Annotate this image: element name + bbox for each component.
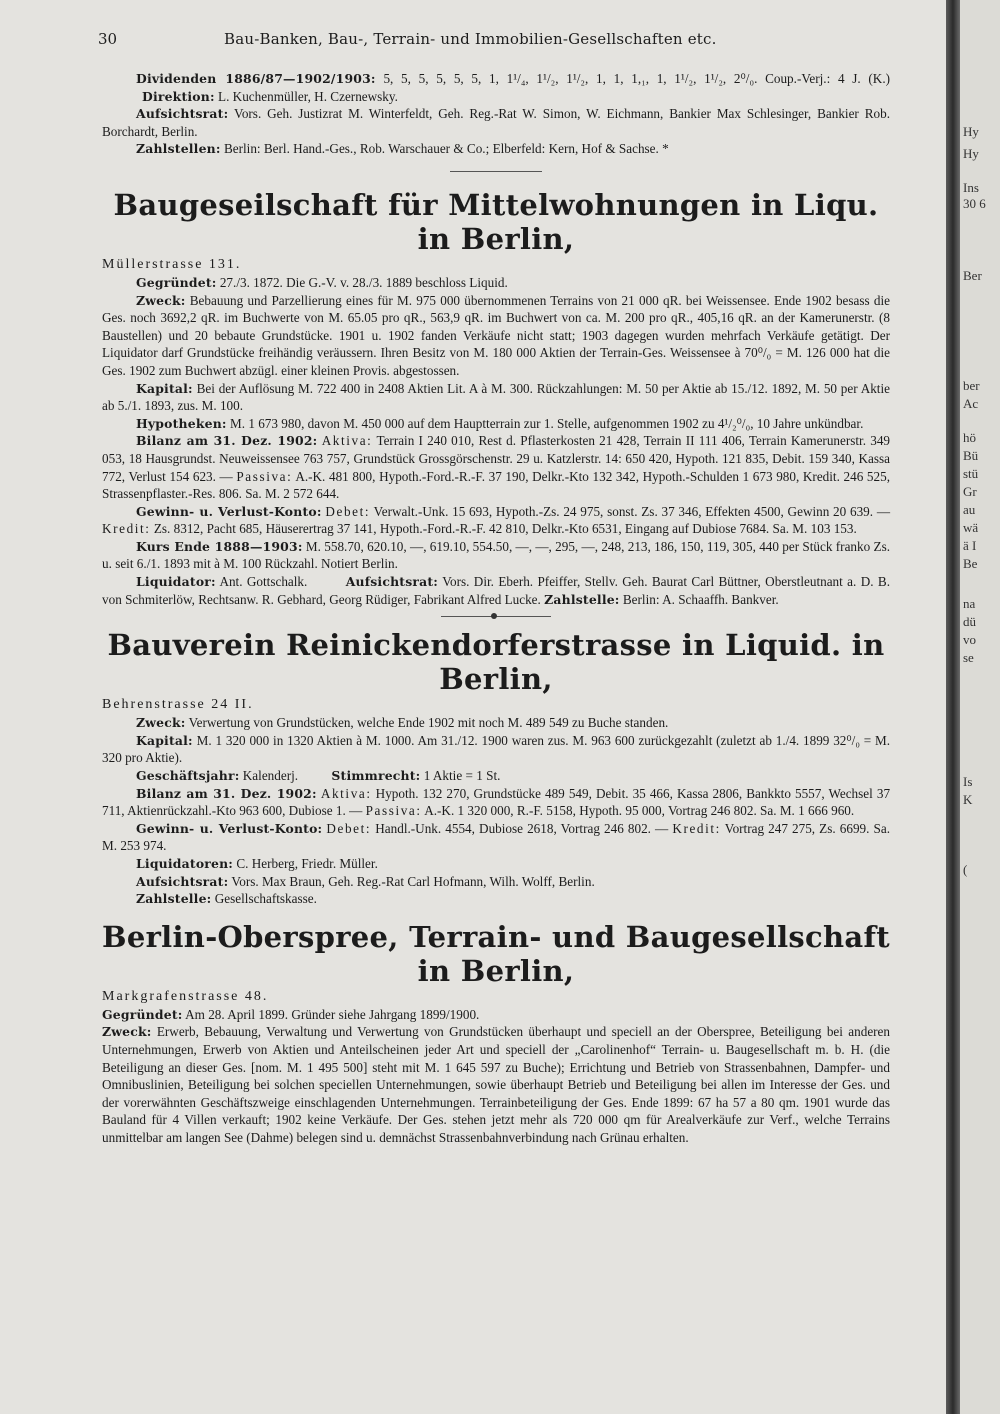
liquidator-label: Liquidator: [136, 574, 216, 590]
kapital-label: Kapital: [136, 732, 193, 748]
facing-page-fragment: ä I [963, 538, 977, 553]
aufsichtsrat-text: Vors. Dir. Eberh. Pfeiffer, Stellv. Geh. Baurat Carl Büttner, Oberstleutnant a. D. B. von Schmiterlöw, Rechtsanw. R. Gebhard, Georg Rüdiger, Fabrikant Alfred Lucke. [102, 574, 890, 607]
zweck-text: Bebauung und Parzellierung eines für M. 975 000 übernommenen Terrains von 21 000 qR. bei Weissensee. Ende 1902 besass die Ges. noch 3692,2 qR. im Buchwerte von M. 65.05 pro qR., 563,9 qR. im Buchwert von ca. M. 200 pro qR., 405,16 qR. an der Kamerunerstr. (8 Baustellen) und 20 bebaute Grundstücke. 1901 u. 1902 fanden Verkäufe nicht statt; 1903 dagegen wurden mehrfach Verkäufe getätigt. Der Liquidator darf Grundstücke freihändig veräussern. Ihren Besitz von M. 180 000 Aktien der Terrain-Ges. Weissensee à 70⁰/₀ = M. 126 000 hat die Ges. 1902 zum Buchwert abzügl. einer kleinen Provis. abgestossen. [102, 292, 891, 378]
passiva-text: A.-K. 1 320 000, R.-F. 5158, Hypoth. 95 000, Vortrag 246 802. Sa. M. 1 666 960. [424, 803, 855, 819]
aktiva-text: Hypoth. 132 270, Grundstücke 489 549, Debit. 35 466, Kassa 2806, Bankkto 5557, Wechsel 37 711, Aktienrückzahl.-Kto 963 600, Dubiose 1. — [102, 785, 891, 819]
zweck-text: Erwerb, Bebauung, Verwaltung und Verwertung von Grundstücken überhaupt und speciell an der Oberspree, Beteiligung bei anderen Unternehmungen, Erwerb von Aktien und Anteilscheinen jeder Art und speciell der „Carolinenhof“ Terrain- u. Baugesellschaft m. b. H. (die Beteiligung an dieser Ges. [nom. M. 1 495 500] steht mit M. 1 645 597 zu Buche); Errichtung und Betrieb von Strassenbahnen, Dampfer- und Omnibuslinien, Beteiligung bei solchen speciellen Unternehmungen, sowie überhaupt Betrieb und Beteiligung bei allen im Interesse der Ges. und der vorerwähnten Geschäftszweige einschlagenden Unternehmungen. Terrainbeteiligung der Ges. Ende 1899: 67 ha 57 a 80 qm. 1901 wurde das Bauland für 4 Villen verkauft; 1902 keine Verkäufe. Der Ges. stehen jetzt mehr als 720 000 qm für Arealverkäufe zur Verf., welche Terrains unmittelbar am langen See (Dahme) belegen sind u. demnächst Strassenbahnverbindung nach Grünau erhalten. [102, 1024, 891, 1145]
gegruendet-label: Gegründet: [102, 1006, 183, 1022]
zweck-paragraph [102, 714, 890, 732]
facing-page-edge [960, 0, 1000, 1414]
dividends-paragraph [102, 70, 890, 105]
direktion-text: L. Kuchenmüller, H. Czernewsky. [218, 88, 398, 104]
aktiva-text: Terrain I 240 010, Rest d. Pflasterkosten 21 428, Terrain II 111 406, Terrain Kamerunerstr. 349 053, 18 Hausgrundst. Neuweissensee 763 757, Grundstück Grossgörschenstr. 29 u. Katzlerstr. 14: 650 420, Hypoth. 121 835, Debit. 159 340, Kassa 772, Verlust 154 623. — [102, 433, 891, 484]
kapital-label: Kapital: [136, 380, 193, 396]
zahlstelle-text: Gesellschaftskasse. [214, 891, 317, 907]
debet-text: Handl.-Unk. 4554, Dubiose 2618, Vortrag 246 802. — [375, 820, 669, 836]
stimmrecht-label: Stimmrecht: [331, 768, 421, 784]
facing-page-fragment: se [963, 650, 974, 665]
gegruendet-paragraph [102, 1006, 890, 1024]
kurs-text: M. 558.70, 620.10, —, 619.10, 554.50, —, —, 295, —, 248, 213, 186, 150, 119, 305, 440 per Stück franko Zs. u. seit 6./1. 1893 mit à M. 100 Rückzahl. Notiert Berlin. [102, 538, 890, 572]
facing-page-fragment: Ins [963, 180, 979, 195]
kapital-paragraph [102, 380, 890, 415]
aufsichtsrat-paragraph [102, 105, 890, 140]
facing-page-fragment: ber [963, 378, 980, 393]
debet-label: Debet: [325, 503, 371, 519]
entry-bauverein-reinickendorferstrasse [102, 628, 890, 908]
entry-title: Bauverein Reinickendorferstrasse in Liquid. in Berlin, [107, 628, 885, 697]
zweck-paragraph [102, 1023, 890, 1146]
gegruendet-label: Gegründet: [136, 274, 217, 290]
zahlstellen-paragraph [102, 140, 890, 158]
zahlstellen-label: Zahlstellen: [136, 141, 221, 157]
kapital-text: Bei der Auflösung M. 722 400 in 2408 Aktien Lit. A à M. 300. Rückzahlungen: M. 50 per Aktie ab 15./12. 1892, M. 50 per Aktie ab 5./1. 1893, zus. M. 100. [102, 380, 890, 414]
gegruendet-paragraph [102, 274, 890, 292]
debet-text: Verwalt.-Unk. 15 693, Hypoth.-Zs. 24 975, sonst. Zs. 37 346, Effekten 4500, Gewinn 20 639. — [373, 503, 891, 519]
kapital-text: M. 1 320 000 in 1320 Aktien à M. 1000. Am 31./12. 1900 waren zus. M. 963 600 zurückgezahlt (zuletzt ab 1./4. 1899 32⁰/₀ = M. 320 pro Aktie). [102, 732, 891, 766]
entry-baugesellschaft-mittelwohnungen [102, 188, 890, 608]
aktiva-label: Aktiva: [320, 785, 372, 801]
gewinn-label: Gewinn- u. Verlust-Konto: [136, 820, 323, 836]
facing-page-fragment: vo [963, 632, 976, 647]
zweck-label: Zweck: [136, 715, 186, 731]
entry-title: Berlin-Oberspree, Terrain- und Baugesellschaft in Berlin, [102, 919, 890, 988]
kapital-paragraph [102, 732, 890, 767]
bilanz-paragraph [102, 432, 890, 502]
facing-page-fragment: Bü [963, 448, 979, 463]
spacer [102, 908, 890, 920]
entry-title: Baugeseilschaft für Mittelwohnungen in Liqu. in Berlin, [113, 187, 879, 256]
entry-address: Müllerstrasse 131. [102, 256, 242, 272]
kredit-label: Kredit: [672, 820, 721, 836]
zahlstellen-text: Berlin: Berl. Hand.-Ges., Rob. Warschauer & Co.; Elberfeld: Kern, Hof & Sachse. * [223, 141, 669, 157]
gegruendet-text: 27./3. 1872. Die G.-V. v. 28./3. 1889 beschloss Liquid. [219, 274, 508, 290]
aufsichtsrat-text: Vors. Max Braun, Geh. Reg.-Rat Carl Hofmann, Wilh. Wolff, Berlin. [231, 873, 595, 889]
debet-label: Debet: [326, 820, 372, 836]
kurs-label: Kurs Ende 1888—1903: [136, 538, 303, 554]
zahlstelle-paragraph [102, 890, 890, 908]
facing-page-fragment: K [963, 792, 973, 807]
geschaeftsjahr-paragraph [102, 767, 890, 785]
dividends-text: 5, 5, 5, 5, 5, 5, 1, 1¹/₄, 1¹/₂, 1¹/₂, 1, 1, 1,₁, 1, 1¹/₂, 1¹/₂, 2⁰/₀. Coup.-Verj.: 4 J. (K.) [383, 71, 891, 86]
aufsichtsrat-label: Aufsichtsrat: [136, 873, 229, 889]
page-content [102, 70, 890, 1147]
kurs-paragraph [102, 538, 890, 573]
facing-page-fragment: Hy [963, 124, 979, 139]
gewinn-paragraph [102, 503, 890, 538]
geschaeftsjahr-text: Kalenderj. [242, 768, 299, 784]
liquidatoren-text: C. Herberg, Friedr. Müller. [236, 856, 378, 871]
facing-page-fragment: ( [963, 862, 968, 877]
gegruendet-text: Am 28. April 1899. Gründer siehe Jahrgang 1899/1900. [185, 1006, 480, 1022]
aktiva-label: Aktiva: [321, 433, 373, 449]
entry-address: Behrenstrasse 24 II. [102, 697, 254, 713]
facing-page-fragment: stü [963, 466, 979, 481]
bilanz-paragraph [102, 785, 890, 820]
bilanz-label: Bilanz am 31. Dez. 1902: [136, 785, 317, 801]
zweck-paragraph [102, 292, 890, 380]
facing-page-fragment: Hy [963, 146, 979, 161]
intro-block [102, 70, 890, 158]
liquidator-paragraph [102, 573, 890, 608]
zahlstelle-text: Berlin: A. Schaaffh. Bankver. [622, 591, 779, 607]
facing-page-fragment: Ac [963, 396, 979, 411]
zahlstelle-label: Zahlstelle: [136, 891, 212, 907]
section-separator [450, 171, 542, 172]
aufsichtsrat-text: Vors. Geh. Justizrat M. Winterfeldt, Geh. Reg.-Rat W. Simon, W. Eichmann, Bankier Max Schlesinger, Bankier Rob. Borchardt, Berlin. [102, 106, 890, 139]
facing-page-fragment: Ber [963, 268, 982, 283]
zahlstelle-label: Zahlstelle: [544, 591, 620, 607]
kredit-label: Kredit: [102, 521, 151, 537]
kredit-text: Zs. 8312, Pacht 685, Häuserertrag 37 141, Hypoth.-Ford.-R.-F. 42 810, Delkr.-Kto 6531, Eingang auf Dubiose 7684. Sa. M. 103 153. [153, 521, 857, 537]
facing-page-fragment: 30 6 [963, 196, 986, 211]
gewinn-paragraph [102, 820, 890, 855]
facing-page-fragment: Gr [963, 484, 977, 499]
facing-page-fragment: Be [963, 556, 978, 571]
page-header [98, 30, 888, 54]
aufsichtsrat-label: Aufsichtsrat: [136, 106, 229, 122]
aufsichtsrat-paragraph [102, 873, 890, 891]
facing-page-fragment: Is [963, 774, 973, 789]
geschaeftsjahr-label: Geschäftsjahr: [136, 768, 240, 784]
entry-address: Markgrafenstrasse 48. [102, 988, 269, 1004]
book-gutter [946, 0, 960, 1414]
dividends-label: Dividenden 1886/87—1902/1903: [136, 71, 376, 86]
page-number: 30 [98, 30, 118, 48]
zweck-text: Verwertung von Grundstücken, welche Ende 1902 mit noch M. 489 549 zu Buche standen. [188, 715, 669, 731]
separator-dot [491, 613, 497, 619]
passiva-label: Passiva: [365, 803, 422, 819]
facing-page-fragment: au [963, 502, 976, 517]
running-title: Bau-Banken, Bau-, Terrain- und Immobilien-Gesellschaften etc. [224, 30, 717, 48]
zweck-label: Zweck: [102, 1024, 152, 1040]
passiva-label: Passiva: [236, 468, 293, 484]
gewinn-label: Gewinn- u. Verlust-Konto: [136, 503, 322, 519]
entry-berlin-oberspree [102, 920, 890, 1147]
kredit-text: Vortrag 247 275, Zs. 6699. Sa. M. 253 974. [102, 820, 891, 854]
passiva-text: A.-K. 481 800, Hypoth.-Ford.-R.-F. 37 190, Delkr.-Kto 132 342, Hypoth.-Schulden 1 673 980, Kredit. 246 525, Strassenpflaster.-Res. 806. Sa. M. 2 572 644. [102, 468, 891, 502]
section-separator-ornament [441, 616, 551, 617]
hypotheken-label: Hypotheken: [136, 415, 227, 431]
direktion-label: Direktion: [142, 88, 215, 104]
zweck-label: Zweck: [136, 292, 186, 308]
facing-page-fragment: dü [963, 614, 976, 629]
hypotheken-paragraph [102, 415, 890, 433]
bilanz-label: Bilanz am 31. Dez. 1902: [136, 433, 318, 449]
facing-page-fragment: na [963, 596, 976, 611]
liquidatoren-paragraph [102, 855, 890, 873]
liquidator-text: Ant. Gottschalk. [219, 574, 308, 590]
hypotheken-text: M. 1 673 980, davon M. 450 000 auf dem Hauptterrain zur 1. Stelle, aufgenommen 1902 zu 4¹/₂⁰/₀, 10 Jahre unkündbar. [230, 415, 864, 431]
aufsichtsrat-label: Aufsichtsrat: [345, 574, 439, 590]
facing-page-fragment: wä [963, 520, 979, 535]
liquidatoren-label: Liquidatoren: [136, 856, 234, 871]
stimmrecht-text: 1 Aktie = 1 St. [423, 768, 501, 784]
facing-page-fragment: hö [963, 430, 976, 445]
